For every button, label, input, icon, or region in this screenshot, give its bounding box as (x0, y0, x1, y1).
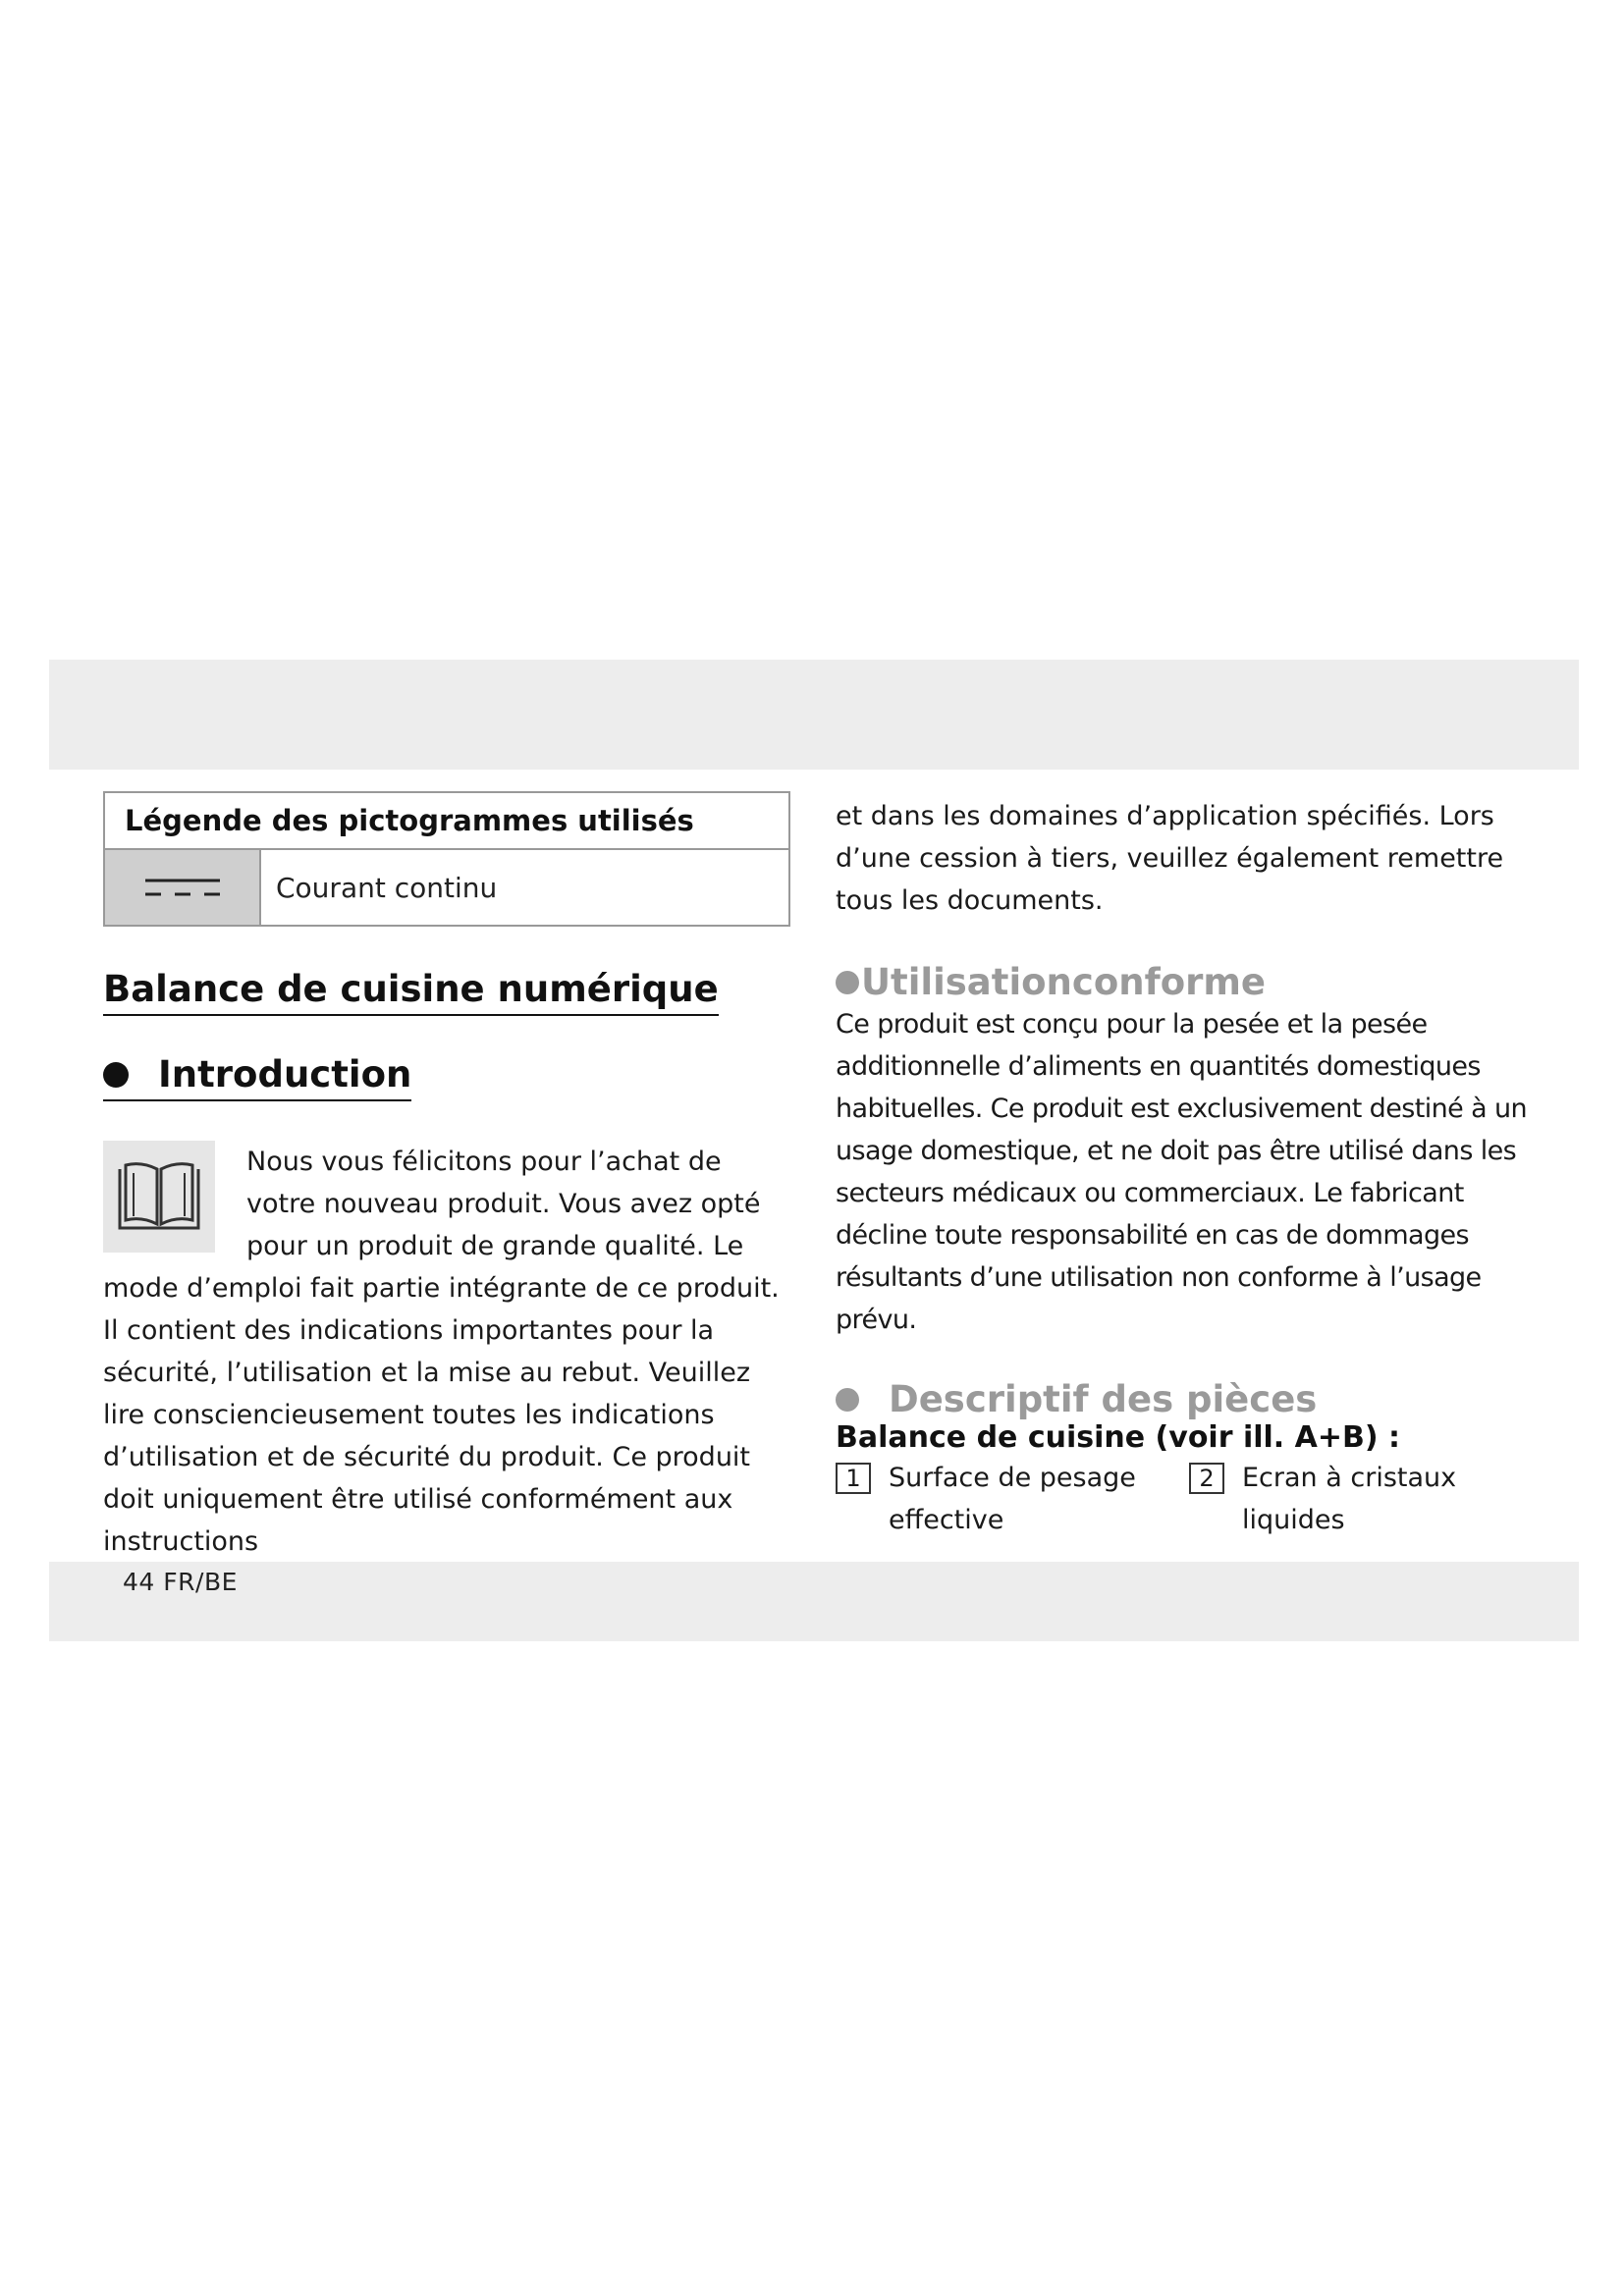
parts-heading-text: Descriptif des pièces (889, 1378, 1318, 1420)
part-label: Surface de pesage effective (889, 1463, 1136, 1535)
introduction-continued: et dans les domaines d’application spécifiés. Lors d’une cession à tiers, veuillez également remettre tous les documents. (836, 801, 1504, 916)
bullet-icon (103, 1062, 129, 1088)
bullet-icon (836, 1388, 859, 1412)
bullet-icon (836, 971, 859, 994)
part-number: 1 (836, 1463, 871, 1494)
part-number: 2 (1189, 1463, 1224, 1494)
parts-list (836, 1457, 1533, 1541)
parts-subheading: Balance de cuisine (voir ill. A+B) : (836, 1420, 1401, 1455)
legend-row (105, 850, 788, 925)
parts-heading (836, 1378, 1533, 1420)
introduction-body (103, 1141, 790, 1563)
intended-use-heading (836, 961, 1533, 1003)
intended-use-text: Ce produit est conçu pour la pesée et la pesée additionnelle d’aliments en quantités domestiques habituelles. Ce produit est exclusivement destiné à un usage domestique, et ne doit pas être utilisé dans les secteurs médicaux ou commerciaux. Le fabricant décline toute responsabilité en cas de dommages résultants d’une utilisation non conforme à l’usage prévu. (836, 1009, 1528, 1335)
list-item (1189, 1457, 1468, 1541)
intended-use-heading-text: Utilisationconforme (861, 961, 1267, 1003)
list-item (836, 1457, 1189, 1541)
header-band (49, 660, 1579, 770)
introduction-heading (103, 1053, 411, 1101)
part-label: Ecran à cristaux liquides (1242, 1463, 1457, 1535)
book-icon (103, 1141, 215, 1253)
left-column (103, 791, 790, 1563)
introduction-text: Nous vous félicitons pour l’achat de votre nouveau produit. Vous avez opté pour un produit de grande qualité. Le mode d’emploi fait partie intégrante de ce produit. Il contient des indications importantes pour la sécurité, l’utilisation et la mise au rebut. Veuillez lire consciencieusement toutes les indications d’utilisation et de sécurité du produit. Ce produit doit uniquement être utilisé conformément aux instructions (103, 1147, 780, 1557)
page-number: 44 (123, 1568, 155, 1596)
page-footer (123, 1568, 238, 1596)
legend-label: Courant continu (276, 871, 498, 904)
legend-title: Légende des pictogrammes utilisés (105, 793, 788, 850)
locale-code: FR/BE (163, 1568, 238, 1596)
document-title: Balance de cuisine numérique (103, 968, 719, 1016)
footer-band (49, 1562, 1579, 1641)
direct-current-icon (105, 850, 261, 925)
right-column (836, 791, 1533, 1541)
introduction-heading-text: Introduction (158, 1053, 412, 1095)
pictogram-legend-table (103, 791, 790, 927)
